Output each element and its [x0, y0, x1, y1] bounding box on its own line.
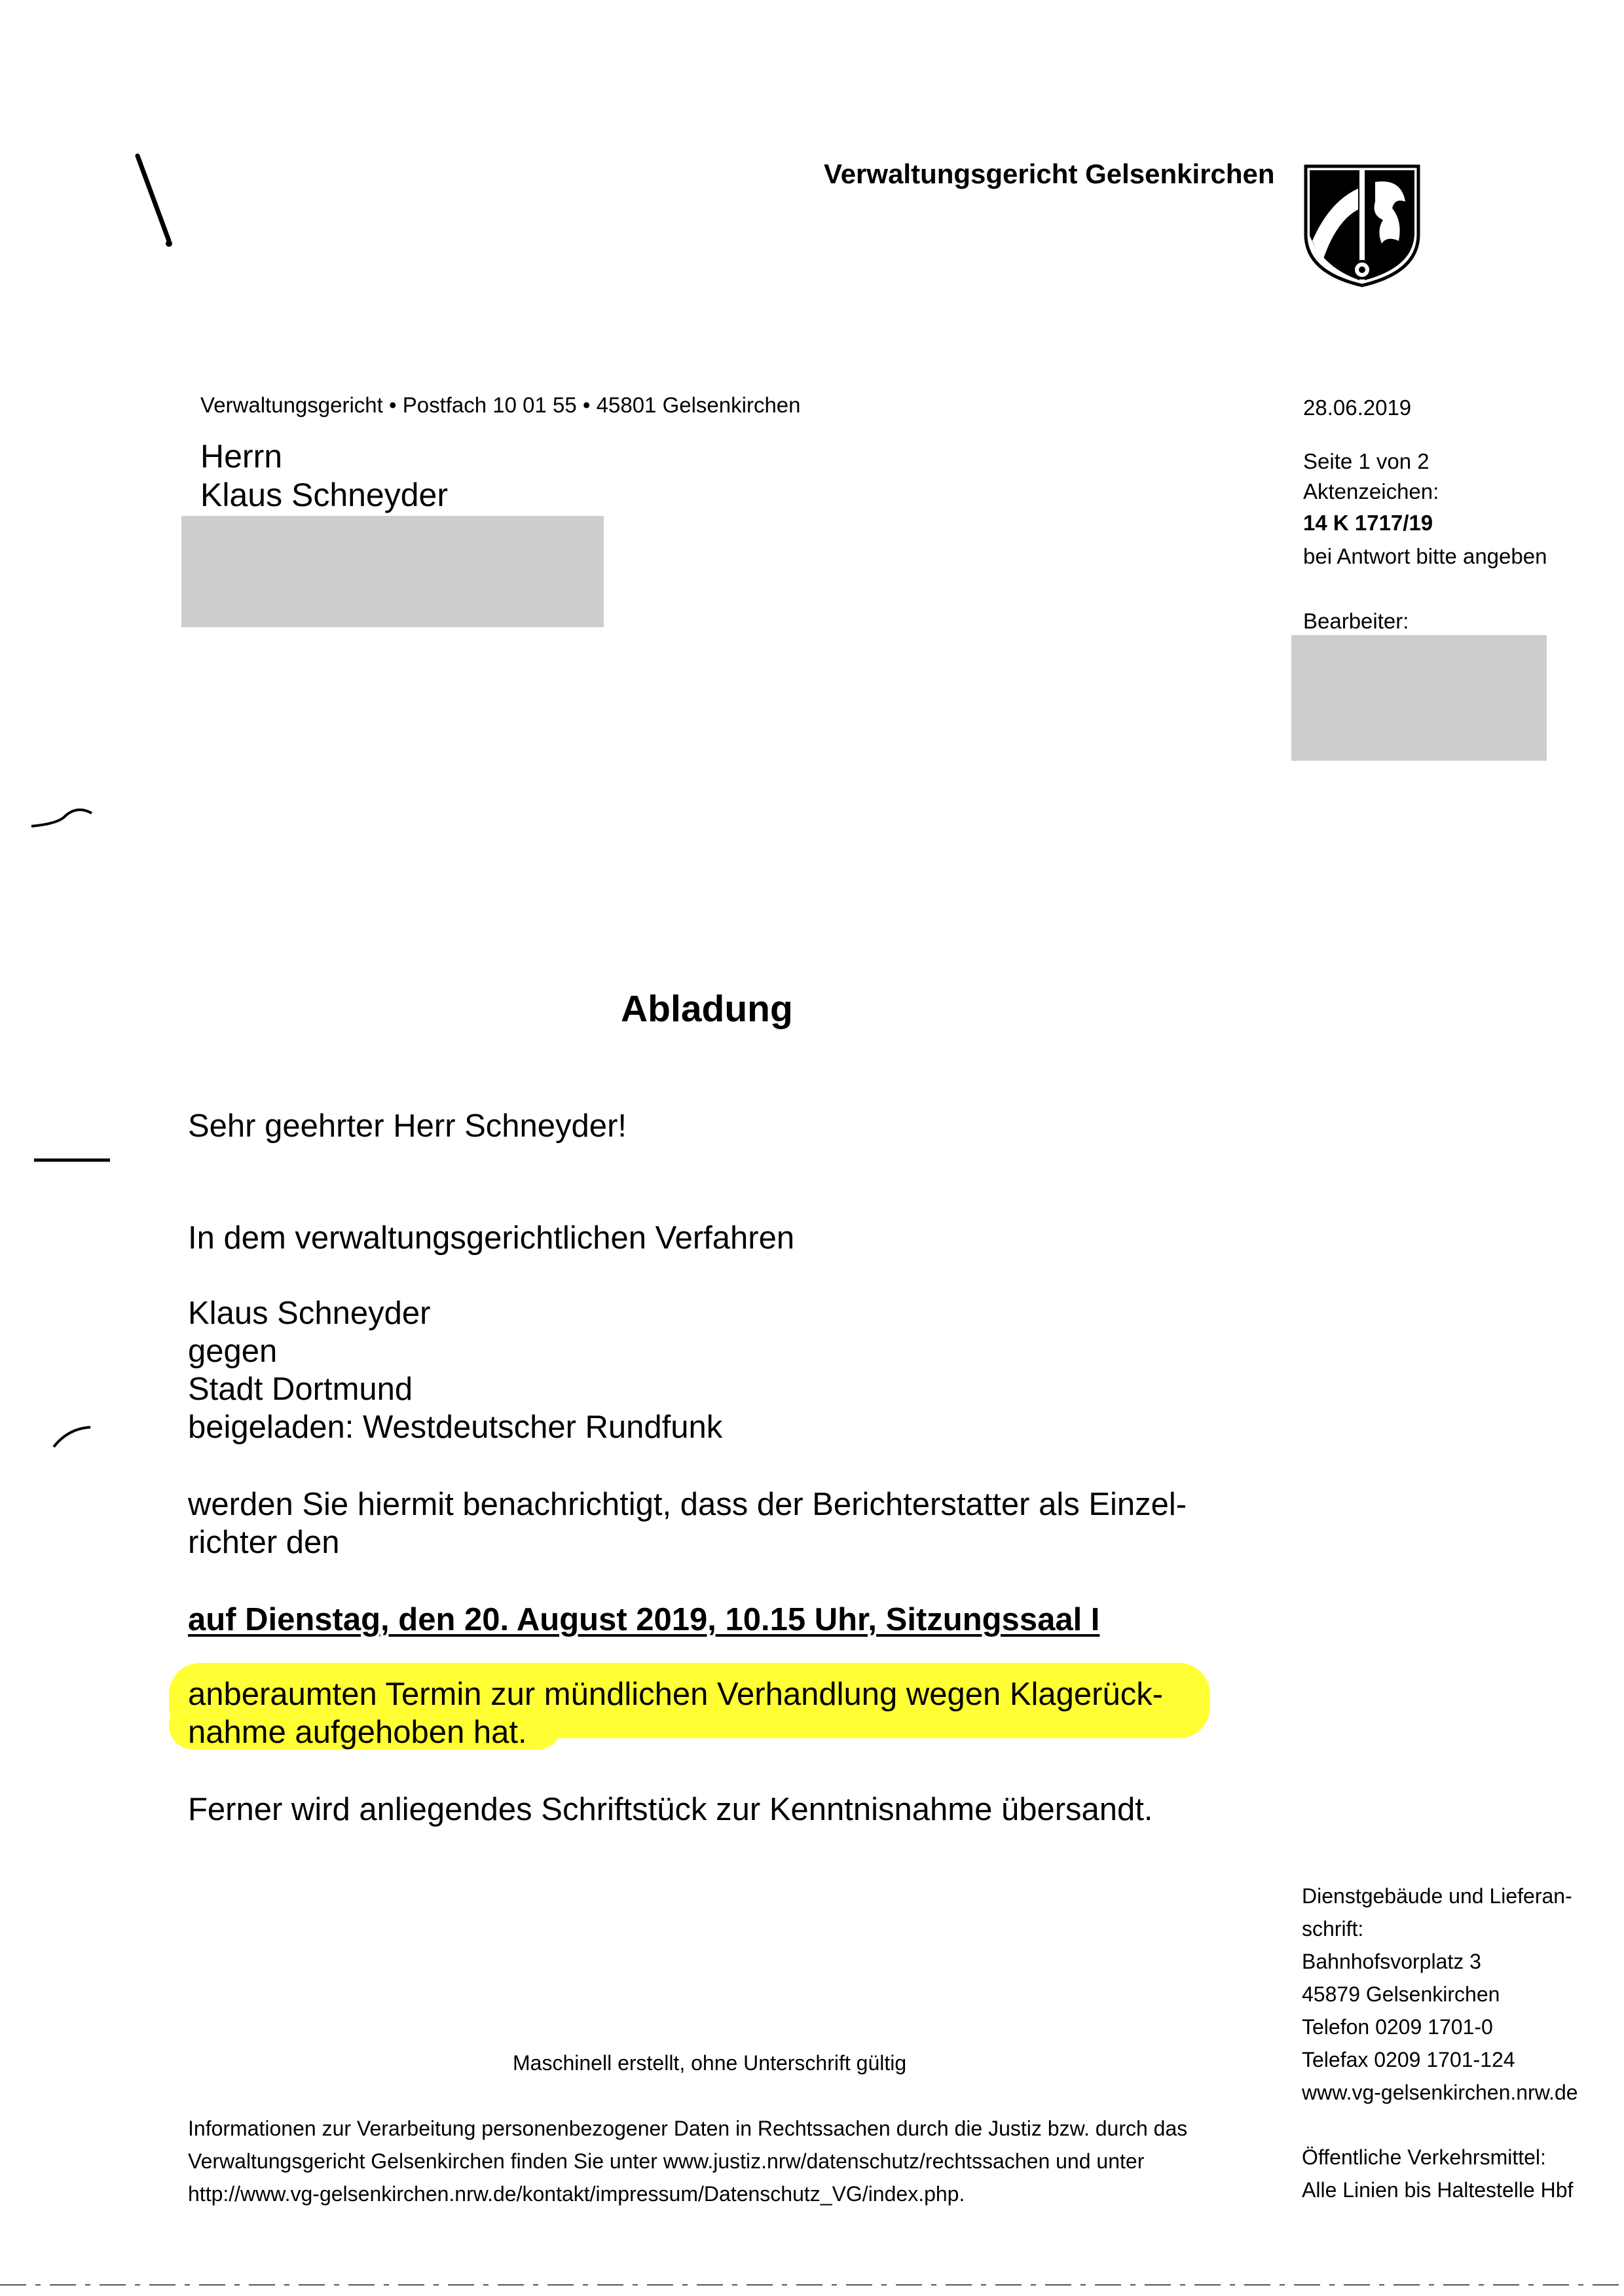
notice-line: werden Sie hiermit benachrichtigt, dass der Berichterstatter als Einzel-	[188, 1487, 1187, 1522]
contact-line: 45879 Gelsenkirchen	[1302, 1982, 1500, 2006]
return-address: Verwaltungsgericht • Postfach 10 01 55 • 45801 Gelsenkirchen	[200, 393, 801, 417]
contact-line: Dienstgebäude und Lieferan-	[1302, 1884, 1572, 1908]
highlighted-line: anberaumten Termin zur mündlichen Verhandlung wegen Klagerück-	[188, 1677, 1164, 1712]
privacy-line: Informationen zur Verarbeitung personenbezogener Daten in Rechtssachen durch die Justiz bzw. durch das	[188, 2117, 1188, 2140]
recipient-name: Klaus Schneyder	[200, 477, 449, 513]
appointment-line: auf Dienstag, den 20. August 2019, 10.15 Uhr, Sitzungssaal I	[188, 1602, 1100, 1637]
party-line: Klaus Schneyder	[188, 1296, 431, 1331]
transit-line: Alle Linien bis Haltestelle Hbf	[1302, 2178, 1574, 2202]
contact-line: schrift:	[1302, 1917, 1364, 1941]
clerk-label: Bearbeiter:	[1303, 609, 1409, 633]
notice-line: richter den	[188, 1525, 340, 1560]
party-line: Stadt Dortmund	[188, 1372, 413, 1407]
contact-line: www.vg-gelsenkirchen.nrw.de	[1302, 2081, 1578, 2104]
letter-salutation: Sehr geehrter Herr Schneyder!	[188, 1108, 627, 1144]
signature-note: Maschinell erstellt, ohne Unterschrift gültig	[513, 2051, 907, 2075]
recipient-salutation: Herrn	[200, 438, 283, 475]
contact-line: Bahnhofsvorplatz 3	[1302, 1950, 1481, 1973]
letter-title: Abladung	[621, 988, 793, 1030]
page-info: Seite 1 von 2	[1303, 449, 1430, 473]
file-number: 14 K 1717/19	[1303, 511, 1433, 535]
contact-line: Telefon 0209 1701-0	[1302, 2015, 1493, 2039]
privacy-line: Verwaltungsgericht Gelsenkirchen finden Sie unter www.justiz.nrw/datenschutz/rechtssachen und unter	[188, 2149, 1145, 2173]
enclosure-note: Ferner wird anliegendes Schriftstück zur Kenntnisnahme übersandt.	[188, 1792, 1153, 1827]
reply-note: bei Antwort bitte angeben	[1303, 544, 1547, 568]
contact-line: Telefax 0209 1701-124	[1302, 2048, 1515, 2071]
privacy-line: http://www.vg-gelsenkirchen.nrw.de/kontakt/impressum/Datenschutz_VG/index.php.	[188, 2182, 965, 2206]
party-line: gegen	[188, 1334, 278, 1369]
highlighted-line: nahme aufgehoben hat.	[188, 1715, 527, 1750]
proceedings-intro: In dem verwaltungsgerichtlichen Verfahren	[188, 1220, 795, 1256]
transit-line: Öffentliche Verkehrsmittel:	[1302, 2145, 1546, 2169]
party-line: beigeladen: Westdeutscher Rundfunk	[188, 1410, 723, 1445]
letter-date: 28.06.2019	[1303, 395, 1412, 420]
court-name: Verwaltungsgericht Gelsenkirchen	[824, 158, 1275, 189]
file-number-label: Aktenzeichen:	[1303, 479, 1439, 503]
